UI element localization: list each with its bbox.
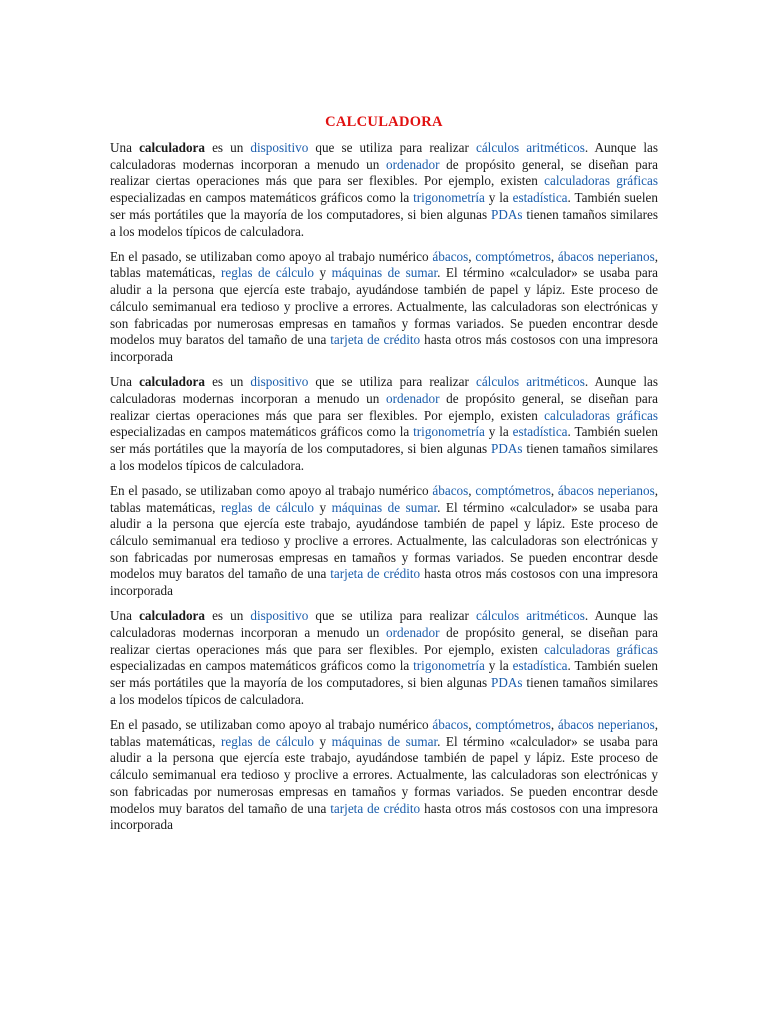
text-run: y la <box>484 190 513 206</box>
link-ordenador[interactable]: ordenador <box>386 390 440 406</box>
text-run: tienen tamaños similares a los modelos típicos de calculadora. <box>110 675 658 707</box>
link-maquinas-de-sumar[interactable]: máquinas de sumar <box>331 733 438 749</box>
text-run: de propósito general, se diseñan para realizar ciertas operaciones más que para ser flexibles. Por ejemplo, existen <box>110 390 658 423</box>
text-run: tienen tamaños similares a los modelos típicos de calculadora. <box>110 440 658 473</box>
link-reglas-de-calculo[interactable]: reglas de cálculo <box>220 733 315 749</box>
text-run: hasta otros más costosos con una impresora incorporada <box>110 332 658 364</box>
link-pdas[interactable]: PDAs <box>491 440 523 456</box>
text-run: de propósito general, se diseñan para realizar ciertas operaciones más que para ser flexibles. Por ejemplo, existen <box>110 624 658 657</box>
text-run: . Aunque las calculadoras modernas incorporan a menudo un <box>110 140 658 172</box>
link-comptometros[interactable]: comptómetros <box>475 717 551 732</box>
link-trigonometria[interactable]: trigonometría <box>413 190 485 206</box>
link-abacos[interactable]: ábacos <box>432 482 469 498</box>
text-run: En el pasado, se utilizaban como apoyo al trabajo numérico <box>110 482 433 498</box>
link-pdas[interactable]: PDAs <box>491 675 523 691</box>
text-run: de propósito general, se diseñan para realizar ciertas operaciones más que para ser flexibles. Por ejemplo, existen <box>110 156 658 189</box>
text-run: , <box>550 717 558 732</box>
text-run: , <box>468 482 476 498</box>
link-abacos[interactable]: ábacos <box>432 248 469 264</box>
text-run: tienen tamaños similares a los modelos típicos de calculadora. <box>110 206 658 239</box>
text-run: que se utiliza para realizar <box>308 608 476 624</box>
link-reglas-de-calculo[interactable]: reglas de cálculo <box>220 265 315 281</box>
link-trigonometria[interactable]: trigonometría <box>413 658 485 674</box>
text-run: . Aunque las calculadoras modernas incorporan a menudo un <box>110 374 658 406</box>
text-run: especializadas en campos matemáticos gráficos como la <box>110 658 414 674</box>
text-run: es un <box>205 608 251 624</box>
link-maquinas-de-sumar[interactable]: máquinas de sumar <box>331 265 438 281</box>
link-abacos-neperianos[interactable]: ábacos neperianos <box>557 248 655 264</box>
text-run: , <box>550 482 558 498</box>
link-calculos-aritmeticos[interactable]: cálculos aritméticos <box>475 608 585 624</box>
text-run: , <box>550 248 558 264</box>
bold-term: calculadora <box>139 608 205 624</box>
text-run: Una <box>110 608 140 624</box>
text-run: hasta otros más costosos con una impresora incorporada <box>110 800 658 833</box>
text-run: Una <box>110 140 140 155</box>
link-calculadoras-graficas[interactable]: calculadoras gráficas <box>544 407 659 423</box>
link-reglas-de-calculo[interactable]: reglas de cálculo <box>220 499 315 515</box>
link-tarjeta-de-credito[interactable]: tarjeta de crédito <box>330 332 421 348</box>
link-abacos[interactable]: ábacos <box>432 717 469 732</box>
text-run: y <box>314 499 332 515</box>
link-trigonometria[interactable]: trigonometría <box>413 424 485 440</box>
text-run: . El término «calculador» se usaba para aludir a la persona que ejercía este trabajo, ayudándose también de papel y lápiz. Este proceso de cálculo semimanual era tedioso y proclive a errores. Actualmente, las calculadoras son electrónicas y son fabricadas por numerosas empresas en tamaños y formas variados. Se pueden encontrar desde modelos muy baratos del tamaño de una <box>110 733 658 816</box>
link-abacos-neperianos[interactable]: ábacos neperianos <box>557 717 655 732</box>
text-run: que se utiliza para realizar <box>308 374 476 390</box>
paragraph-definition <box>110 374 658 474</box>
link-estadistica[interactable]: estadística <box>512 190 568 206</box>
link-calculos-aritmeticos[interactable]: cálculos aritméticos <box>475 140 585 155</box>
text-run: es un <box>205 140 251 155</box>
bold-term: calculadora <box>139 374 205 390</box>
text-run: . El término «calculador» se usaba para aludir a la persona que ejercía este trabajo, ayudándose también de papel y lápiz. Este proceso de cálculo semimanual era tedioso y proclive a errores. Actualmente, las calculadoras son electrónicas y son fabricadas por numerosas empresas en tamaños y formas variados. Se pueden encontrar desde modelos muy baratos del tamaño de una <box>110 265 658 348</box>
text-run: . También suelen ser más portátiles que la mayoría de los computadores, si bien algunas <box>110 190 658 222</box>
link-maquinas-de-sumar[interactable]: máquinas de sumar <box>331 499 438 515</box>
link-comptometros[interactable]: comptómetros <box>475 482 551 498</box>
link-calculadoras-graficas[interactable]: calculadoras gráficas <box>544 641 659 657</box>
paragraph-history <box>110 717 658 834</box>
link-estadistica[interactable]: estadística <box>512 424 568 440</box>
text-run: . Aunque las calculadoras modernas incorporan a menudo un <box>110 608 658 640</box>
text-run: es un <box>205 374 251 390</box>
text-run: y <box>314 733 332 749</box>
text-run: , tablas matemáticas, <box>110 482 659 515</box>
link-estadistica[interactable]: estadística <box>512 658 568 674</box>
link-tarjeta-de-credito[interactable]: tarjeta de crédito <box>330 566 421 582</box>
text-run: y <box>314 265 332 281</box>
text-run: y la <box>484 424 513 440</box>
text-run: En el pasado, se utilizaban como apoyo al trabajo numérico <box>110 248 433 264</box>
text-run: . También suelen ser más portátiles que la mayoría de los computadores, si bien algunas <box>110 424 658 456</box>
link-tarjeta-de-credito[interactable]: tarjeta de crédito <box>330 800 421 816</box>
text-run: y la <box>484 658 513 674</box>
text-run: , <box>468 248 476 264</box>
paragraph-definition <box>110 140 658 240</box>
link-dispositivo[interactable]: dispositivo <box>250 140 309 155</box>
text-run: . También suelen ser más portátiles que la mayoría de los computadores, si bien algunas <box>110 658 658 691</box>
link-comptometros[interactable]: comptómetros <box>475 248 551 264</box>
paragraph-history <box>110 249 658 366</box>
text-run: , tablas matemáticas, <box>110 717 659 749</box>
link-calculadoras-graficas[interactable]: calculadoras gráficas <box>544 173 659 189</box>
text-run: especializadas en campos matemáticos gráficos como la <box>110 190 414 206</box>
paragraph-definition <box>110 608 658 708</box>
text-run: especializadas en campos matemáticos gráficos como la <box>110 424 414 440</box>
text-run: Una <box>110 374 140 390</box>
paragraph-history <box>110 483 658 600</box>
link-calculos-aritmeticos[interactable]: cálculos aritméticos <box>475 374 585 390</box>
text-run: que se utiliza para realizar <box>308 140 476 155</box>
text-run: , tablas matemáticas, <box>110 248 659 281</box>
link-ordenador[interactable]: ordenador <box>386 156 440 172</box>
text-run: En el pasado, se utilizaban como apoyo al trabajo numérico <box>110 717 433 732</box>
text-run: hasta otros más costosos con una impresora incorporada <box>110 566 658 599</box>
bold-term: calculadora <box>139 140 205 155</box>
text-run: . El término «calculador» se usaba para aludir a la persona que ejercía este trabajo, ayudándose también de papel y lápiz. Este proceso de cálculo semimanual era tedioso y proclive a errores. Actualmente, las calculadoras son electrónicas y son fabricadas por numerosas empresas en tamaños y formas variados. Se pueden encontrar desde modelos muy baratos del tamaño de una <box>110 499 658 582</box>
document-title: CALCULADORA <box>325 114 443 130</box>
link-pdas[interactable]: PDAs <box>491 206 523 222</box>
link-ordenador[interactable]: ordenador <box>386 624 440 640</box>
link-abacos-neperianos[interactable]: ábacos neperianos <box>557 482 655 498</box>
link-dispositivo[interactable]: dispositivo <box>250 374 309 390</box>
link-dispositivo[interactable]: dispositivo <box>250 608 309 624</box>
text-run: , <box>468 717 476 732</box>
